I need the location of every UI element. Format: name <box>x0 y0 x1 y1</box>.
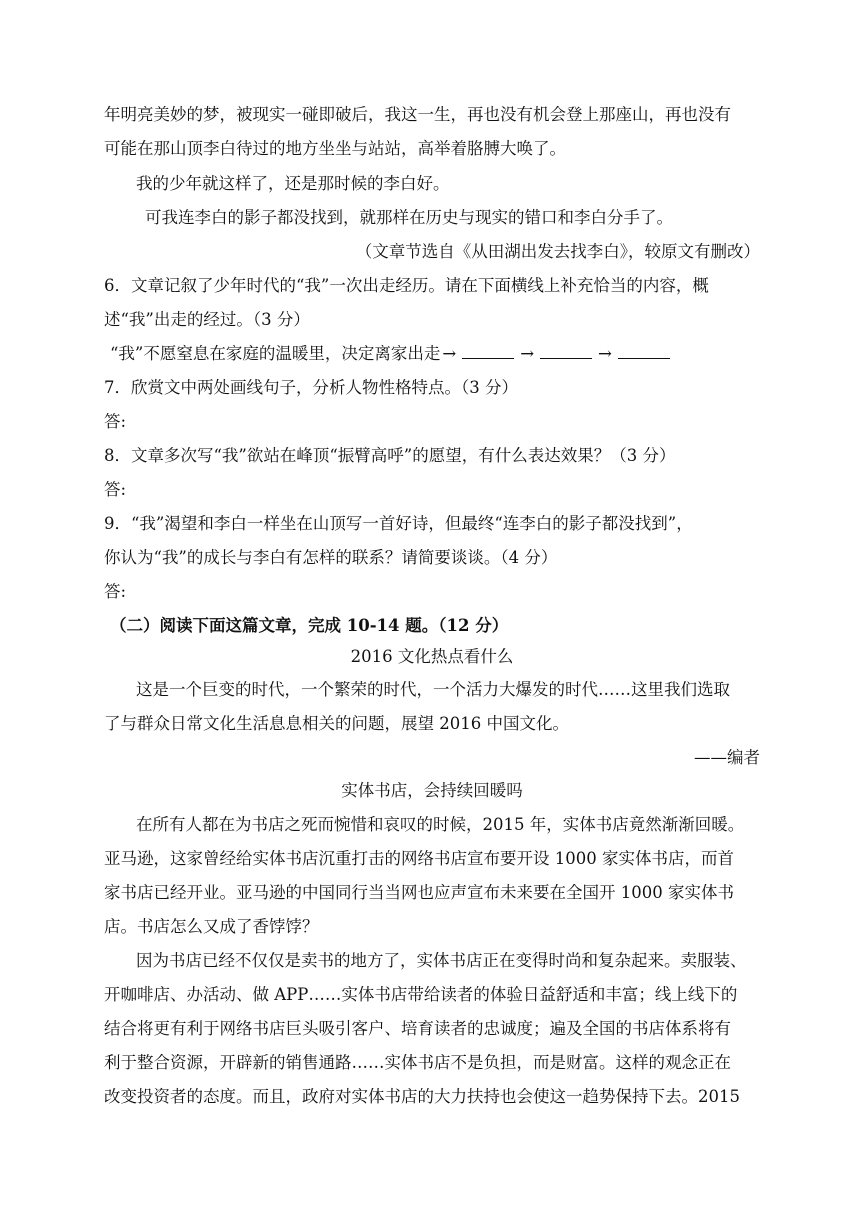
section-heading: （二）阅读下面这篇文章，完成 10-14 题。（12 分） <box>110 616 509 635</box>
answer-label: 答: <box>104 480 127 499</box>
answer-blank-1[interactable] <box>462 344 514 359</box>
intro-line: 了与群众日常文化生活息息相关的问题，展望 2016 中国文化。 <box>104 714 569 733</box>
body-line: 家书店已经开业。亚马逊的中国同行当当网也应声宣布未来要在全国开 1000 家实体书 <box>104 883 734 902</box>
source-note: （文章节选自《从田湖出发去找李白》，较原文有删改） <box>355 242 760 261</box>
body-line: 利于整合资源，开辟新的销售通路……实体书店不是负担，而是财富。这样的观念正在 <box>104 1053 731 1072</box>
intro-line: 这是一个巨变的时代，一个繁荣的时代，一个活力大爆发的时代……这里我们选取 <box>136 680 730 699</box>
story-paragraph-line: 年明亮美妙的梦，被现实一碰即破后，我这一生，再也没有机会登上那座山，再也没有 <box>104 105 731 124</box>
article-title: 2016 文化热点看什么 <box>350 647 514 666</box>
answer-blank-2[interactable] <box>540 344 592 359</box>
answer-label: 答: <box>104 582 127 601</box>
arrow-icon: → <box>520 344 535 363</box>
body-line: 因为书店已经不仅仅是卖书的地方了，实体书店正在变得时尚和复杂起来。卖服装、 <box>136 951 747 970</box>
body-line: 结合将更有利于网络书店巨头吸引客户、培育读者的忠诚度；遍及全国的书店体系将有 <box>104 1019 731 1038</box>
arrow-icon: → <box>598 344 612 363</box>
body-line: 开咖啡店、办活动、做 APP……实体书店带给读者的体验日益舒适和丰富；线上线下的 <box>104 985 738 1004</box>
question-6-fill-line <box>110 342 770 366</box>
body-line: 改变投资者的态度。而且，政府对实体书店的大力扶持也会使这一趋势保持下去。2015 <box>104 1087 740 1106</box>
editor-note: ——编者 <box>694 748 760 767</box>
body-line: 亚马逊，这家曾经给实体书店沉重打击的网络书店宣布要开设 1000 家实体书店，而首 <box>104 849 734 868</box>
question-6: 6．文章记叙了少年时代的“我”一次出走经历。请在下面横线上补充恰当的内容，概 <box>104 276 709 295</box>
fill-prompt: “我”不愿窒息在家庭的温暖里，决定离家出走 <box>110 344 441 363</box>
answer-label: 答: <box>104 412 127 431</box>
article-subtitle: 实体书店，会持续回暖吗 <box>341 781 523 800</box>
arrow-icon: → <box>442 344 457 363</box>
story-paragraph: 我的少年就这样了，还是那时候的李白好。 <box>136 174 450 193</box>
body-line: 店。书店怎么又成了香饽饽？ <box>104 917 319 936</box>
question-6-cont: 述“我”出走的经过。（3 分） <box>104 310 310 329</box>
story-paragraph: 可我连李白的影子都没找到，就那样在历史与现实的错口和李白分手了。 <box>145 208 673 227</box>
question-9-cont: 你认为“我”的成长与李白有怎样的联系？请简要谈谈。（4 分） <box>104 548 558 567</box>
question-8: 8．文章多次写“我”欲站在峰顶“振臂高呼”的愿望，有什么表达效果？（3 分） <box>104 446 676 465</box>
question-7: 7．欣赏文中两处画线句子，分析人物性格特点。（3 分） <box>104 378 518 397</box>
answer-blank-3[interactable] <box>618 344 670 359</box>
story-paragraph-line: 可能在那山顶李白待过的地方坐坐与站站，高举着胳膊大唤了。 <box>104 139 566 158</box>
question-9: 9．“我”渴望和李白一样坐在山顶写一首好诗，但最终“连李白的影子都没找到”， <box>104 514 693 533</box>
body-line: 在所有人都在为书店之死而惋惜和哀叹的时候，2015 年，实体书店竟然渐渐回暖。 <box>136 815 745 834</box>
